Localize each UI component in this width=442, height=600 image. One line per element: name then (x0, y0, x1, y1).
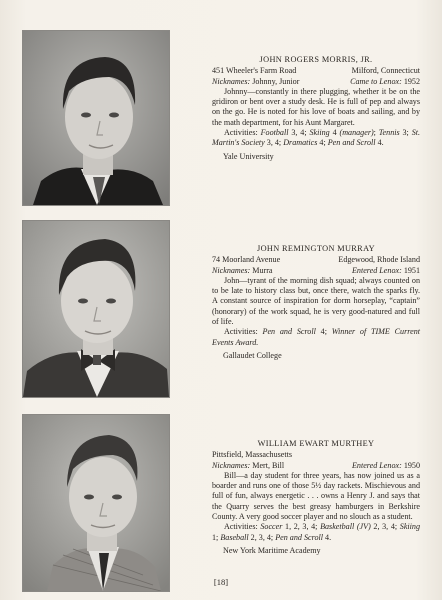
portrait-photo-morris (22, 30, 170, 206)
student-entry-morris (212, 55, 420, 162)
activity-fragment: Pen and Scroll (275, 532, 323, 542)
activity-fragment: Pen and Scroll (262, 327, 316, 337)
activity-fragment: Tennis (378, 128, 400, 138)
activity-fragment: Pen and Scroll (327, 138, 376, 148)
college: Yale University (223, 151, 274, 161)
activity-fragment: 3; (399, 128, 412, 138)
came-label: Entered Lenox: (351, 265, 402, 275)
activity-fragment: Baseball (220, 532, 249, 542)
activity-fragment: 2, 3, 4; (248, 532, 276, 542)
nickname-row (212, 461, 420, 471)
hometown: Edgewood, Rhode Island (338, 255, 420, 265)
portrait-photo-murray (22, 220, 170, 398)
activity-fragment: Skiing (309, 128, 330, 138)
address: 451 Wheeler's Farm Road (212, 66, 297, 76)
nicknames-label: Nicknames: (212, 460, 251, 470)
activity-fragment: 3, 4; (264, 138, 284, 148)
activity-fragment: 4; (315, 327, 332, 337)
activities (212, 327, 420, 348)
activities-label: Activities: (224, 128, 258, 138)
nickname-row (212, 77, 420, 87)
came-label: Came to Lenox: (350, 76, 402, 86)
nickname-row (212, 266, 420, 276)
came-year: 1951 (403, 265, 420, 275)
address-row (212, 450, 420, 460)
nicknames: Mert, Bill (252, 460, 285, 470)
activity-fragment: Basketball (JV) (320, 522, 371, 532)
activity-fragment: 4; (317, 138, 328, 148)
student-name: JOHN REMINGTON MURRAY (257, 244, 375, 253)
activity-fragment: St. Martin's Society (212, 128, 421, 148)
activity-fragment: 3, 4; (288, 128, 310, 138)
came-year: 1952 (403, 76, 420, 86)
hometown: Milford, Connecticut (351, 66, 420, 76)
student-name: JOHN ROGERS MORRIS, JR. (259, 55, 373, 64)
activity-fragment: Dramatics (283, 138, 318, 148)
activity-fragment: Winner of TIME Current Events Award. (212, 327, 420, 347)
nicknames-label: Nicknames: (212, 76, 251, 86)
student-bio: John—tyrant of the morning dish squad; always counted on to be late to history class but, once there, watch the sparks fly. A constant source of inspiration for dorm horseplay, “captain” (honorary) of the work squad, he is very good-natured and full of life. (212, 275, 420, 327)
activity-fragment: 1, 2, 3, 4; (282, 522, 321, 532)
student-entry-murthey (212, 439, 420, 556)
nicknames: Murra (252, 265, 273, 275)
address-row (212, 255, 420, 265)
activities (212, 128, 420, 149)
activities-label: Activities: (224, 522, 258, 532)
activity-fragment: ; (373, 128, 379, 138)
activity-fragment: 4 (329, 128, 340, 138)
activity-fragment: Football (260, 128, 289, 138)
college: New York Maritime Academy (223, 545, 321, 555)
nicknames-label: Nicknames: (212, 265, 251, 275)
college: Gallaudet College (223, 350, 282, 360)
activity-fragment: 4. (323, 532, 332, 542)
activity-fragment: (manager) (339, 128, 374, 138)
activities-label: Activities: (224, 327, 258, 337)
activity-fragment: Soccer (260, 522, 283, 532)
activity-fragment: 1; (212, 532, 221, 542)
portrait-photo-murthey (22, 414, 170, 592)
activity-fragment: Skiing (399, 522, 420, 532)
activities (212, 522, 420, 543)
activity-fragment: 2, 3, 4; (370, 522, 400, 532)
address-row (212, 66, 420, 76)
student-entry-murray (212, 244, 420, 361)
address: Pittsfield, Massachusetts (212, 450, 293, 460)
activity-fragment: 4. (375, 138, 384, 148)
nicknames: Johnny, Junior (252, 76, 300, 86)
student-bio: Johnny—constantly in there plugging, whether it be on the gridiron or bent over a study desk. He is full of pep and always on the go. He is noted for his love of boats and sailing, and by the math department, for his Aunt Margaret. (212, 86, 420, 127)
address: 74 Moorland Avenue (212, 255, 281, 265)
came-year: 1950 (403, 460, 420, 470)
student-bio: Bill—a day student for three years, has now joined us as a boarder and runs one of those 5½ day rackets. Mischievous and full of fun, always energetic . . . owns a Henry J. and says that the Quarry serves the best greasy hamburgers in Berkshire County. A very good soccer player and no slouch as a student. (212, 470, 420, 522)
page-number: [18] (213, 577, 229, 587)
came-label: Entered Lenox: (351, 460, 402, 470)
student-name: WILLIAM EWART MURTHEY (257, 439, 375, 448)
